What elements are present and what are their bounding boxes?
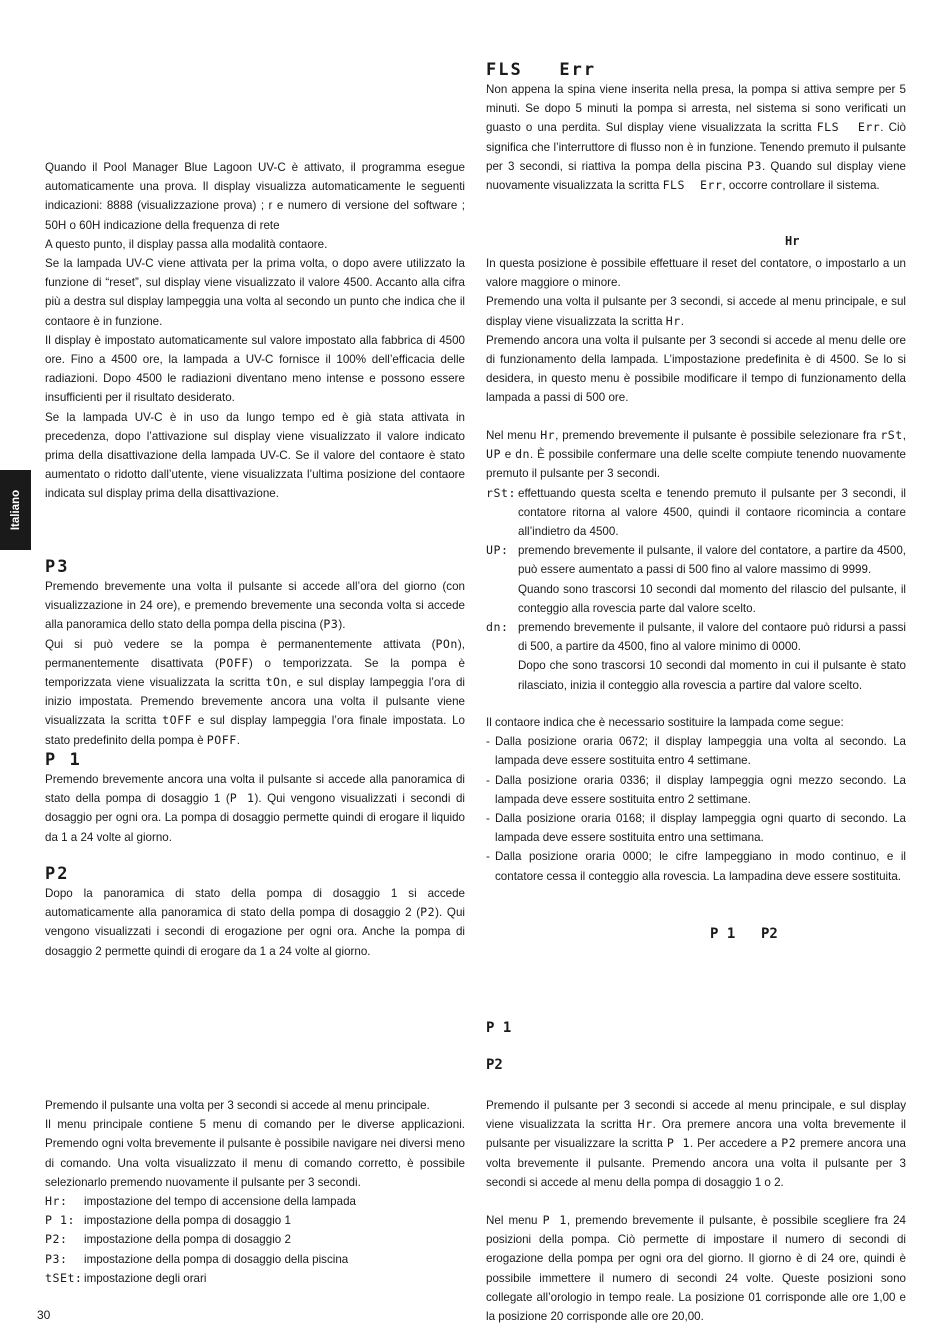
p1-heading: P 1 [45,750,82,770]
menu-intro-paragraph: Il menu principale contiene 5 menu di comando per le diverse applicazioni. Premendo ogni volta brevemente il pulsante è possibile navigare nei diversi meno di comando. Una volta visualizzato il menu di comando corretto, è possibile selezionarlo premendo nuovamente il pulsante per 3 secondi. [45,1118,465,1189]
p2-text: Dopo la panoramica di stato della pompa di dosaggio 1 si accede automaticamente alla panoramica di stato della pompa di dosaggio 2 (P2). Qui vengono visualizzati i secondi di erogazione per ogni ora. Anche la pompa di dosaggio 2 permette quindi di erogare da 1 a 24 volte al giorno. [45,887,465,958]
intro-paragraph: Se la lampada UV-C è in uso da lungo tempo ed è già stata attivata in precedenza, dopo l’attivazione sul display viene visualizzato il valore indicato prima della disattivazione della lampada UV-C. Se il valore del contaore è stato aumentato o ridotto dall’utente, viene visualizzata l’ultima posizione del contaore indicata sul display prima della disattivazione. [45,410,465,501]
hr-menu-text: Nel menu Hr, premendo brevemente il pulsante è possibile selezionare fra rSt, UP e dn. È possibile confermare una delle scelte compiute tenendo nuovamente premuto il pulsante per 3 secondi. [486,428,906,481]
p2-label: P2 [486,1057,503,1073]
language-tab [0,470,31,550]
fls-err-section [486,60,906,195]
p3-heading: P3 [45,557,70,577]
list-item: - Dalla posizione oraria 0000; le cifre lampeggiano in modo continuo, e il contatore cessa il conteggio alla rovescia. La lampadina deve essere sostituita. [486,850,906,883]
fls-err-text: Non appena la spina viene inserita nella presa, la pompa si attiva sempre per 5 minuti. Se dopo 5 minuti la pompa si arresta, nel sistema si sono verificati un guasto o una perdita. Sul display viene visualizzata la scritta FLS Err. Ciò significa che l’interruttore di flusso non è in funzione. Tenendo premuto il pulsante per 3 secondi, si riattiva la pompa della piscina P3. Quando sul display viene nuovamente visualizzata la scritta FLS Err, occorre controllare il sistema. [486,83,906,193]
menu-item: Hr: impostazione del tempo di accensione della lampada [45,1194,356,1209]
hr-text: In questa posizione è possibile effettuare il reset del contatore, o impostarlo a un valore maggiore o minore. [486,257,906,290]
p1-p2-subheading-a: P 1 [710,926,736,942]
menu-item: P 1: impostazione della pompa di dosaggio 1 [45,1213,291,1228]
hr-section [486,254,906,408]
option-rst: rSt: effettuando questa scelta e tenendo premuto il pulsante per 3 secondi, il contatore ritorna al valore 4500, quindi il contaore ricomincia a contare all’indietro da 4500. [486,485,906,539]
intro-section [45,158,465,504]
intro-paragraph: Se la lampada UV-C viene attivata per la prima volta, o dopo avere utilizzato la funzione di “reset”, sul display viene visualizzato il valore 4500. Accanto alla cifra più a destra sul display lampeggia una volta al secondo un punto che indica che il contaore è in funzione. [45,257,465,328]
page-number: 30 [37,1308,51,1322]
menu-intro-paragraph: Premendo il pulsante una volta per 3 secondi si accede al menu principale. [45,1099,430,1112]
hr-text: Premendo una volta il pulsante per 3 secondi, si accede al menu principale, e sul display viene visualizzata la scritta Hr. [486,295,906,328]
fls-err-heading: FLS Err [486,60,597,80]
dosing-text: Premendo il pulsante per 3 secondi si accede al menu principale, e sul display viene visualizzata la scritta Hr. Ora premere ancora una volta brevemente il pulsante per visualizzare la scritta P 1. Per accedere a P2 premere ancora una volta brevemente il pulsante. Premendo ancora una volta il pulsante per 3 secondi si accede al menu della pompa di dosaggio 1 o 2. [486,1099,906,1189]
option-dn: dn: premendo brevemente il pulsante, il valore del contaore può ridursi a passi di 500, a partire da 4500, fino al valore minimo di 0000. Dopo che sono trascorsi 10 secondi dal momento in cui il pulsante è stato rilasciato, inizia il conteggio alla rovescia a partire dal valore scelto. [486,620,906,692]
list-item: - Dalla posizione oraria 0168; il display lampeggia ogni quarto di secondo. La lampada deve essere sostituita entro una settimana. [486,812,906,845]
list-item: - Dalla posizione oraria 0336; il display lampeggia ogni mezzo secondo. La lampada deve essere sostituita entro 2 settimane. [486,773,906,806]
hr-text: Premendo ancora una volta il pulsante per 3 secondi si accede al menu delle ore di funzionamento della lampada. L’impostazione predefinita è di 4500. Se lo si desidera, in questo menu è possibile modificare il tempo di funzionamento della lampada a passi di 500 ore. [486,333,906,405]
p2-heading: P2 [45,864,70,884]
p1-section [45,750,465,847]
main-menu-section [45,1096,465,1288]
hr-menu-section [486,426,906,695]
menu-item: P3: impostazione della pompa di dosaggio della piscina [45,1251,349,1266]
lamp-intro: Il contaore indica che è necessario sostituire la lampada come segue: [486,716,844,729]
menu-item: tSEt: impostazione degli orari [45,1270,207,1285]
p2-section [45,864,465,961]
lamp-replacement-section [486,713,906,886]
p1-text: Premendo brevemente ancora una volta il pulsante si accede alla panoramica di stato della pompa di dosaggio 1 (P 1). Qui vengono visualizzati i secondi di dosaggio per ogni ora. La pompa di dosaggio permette quindi di erogare il liquido da 1 a 24 volte al giorno. [45,773,465,844]
p3-section [45,557,465,750]
list-item: - Dalla posizione oraria 0672; il display lampeggia una volta al secondo. La lampada deve essere sostituita entro 4 settimane. [486,735,906,768]
p3-text: Premendo brevemente una volta il pulsante si accede all’ora del giorno (con visualizzazione in 24 ore), e premendo brevemente una seconda volta si accede alla panoramica dello stato della pompa della piscina (P3). Qui si può vedere se la pompa è permanentemente attivata (POn), permanentemente disattivata (POFF) o temporizzata. Se la pompa è temporizzata viene visualizzata la scritta tOn, e sul display lampeggia l’ora di inizio impostata. Premendo brevemente ancora una volta il pulsante viene visualizzata la scritta tOFF e sul display lampeggia l’ora finale impostata. Lo stato predefinito della pompa è POFF. [45,580,465,747]
intro-paragraph: Il display è impostato automaticamente sul valore impostato alla fabbrica di 4500 ore. Fino a 4500 ore, la lampada a UV-C fornisce il 100% dell’efficacia delle radiazioni. Dopo 4500 le radiazioni diventano meno intense e possono essere insufficienti per il risultato desiderato. [45,333,465,405]
p1-p2-subheading-b: P2 [761,926,778,942]
menu-item: P2: impostazione della pompa di dosaggio 2 [45,1232,291,1247]
language-tab-label: Italiano [9,489,22,531]
dosing-menu-section [486,1096,906,1326]
hr-subheading: Hr [785,234,800,248]
intro-paragraph: A questo punto, il display passa alla modalità contaore. [45,237,328,251]
intro-paragraph: Quando il Pool Manager Blue Lagoon UV-C è attivato, il programma esegue automaticamente una prova. Il display visualizza automaticamente le seguenti indicazioni: 8888 (visualizzazione prova) ; r e numero di versione del software ; 50H o 60H indicazione della frequenza di rete [45,161,465,232]
option-up: UP: premendo brevemente il pulsante, il valore del contatore, a partire da 4500, può essere aumentato a passi di 500 fino al valore massimo di 9999. Quando sono trascorsi 10 secondi dal momento del rilascio del pulsante, il conteggio alla rovescia parte dal valore scelto. [486,543,906,615]
dosing-text: Nel menu P 1, premendo brevemente il pulsante, è possibile scegliere fra 24 posizioni della pompa. Ciò permette di impostare il numero di secondi di erogazione della pompa per ogni ora del giorno. Il giorno è di 24 ore, quindi è possibile immettere il numero di secondi 24 volte. Queste posizioni sono collegate all’orologio in tempo reale. La posizione 01 corrisponde alle ore 1,00 e la posizione 20 corrisponde alle ore 20,00. [486,1213,906,1324]
p1-label: P 1 [486,1020,512,1036]
